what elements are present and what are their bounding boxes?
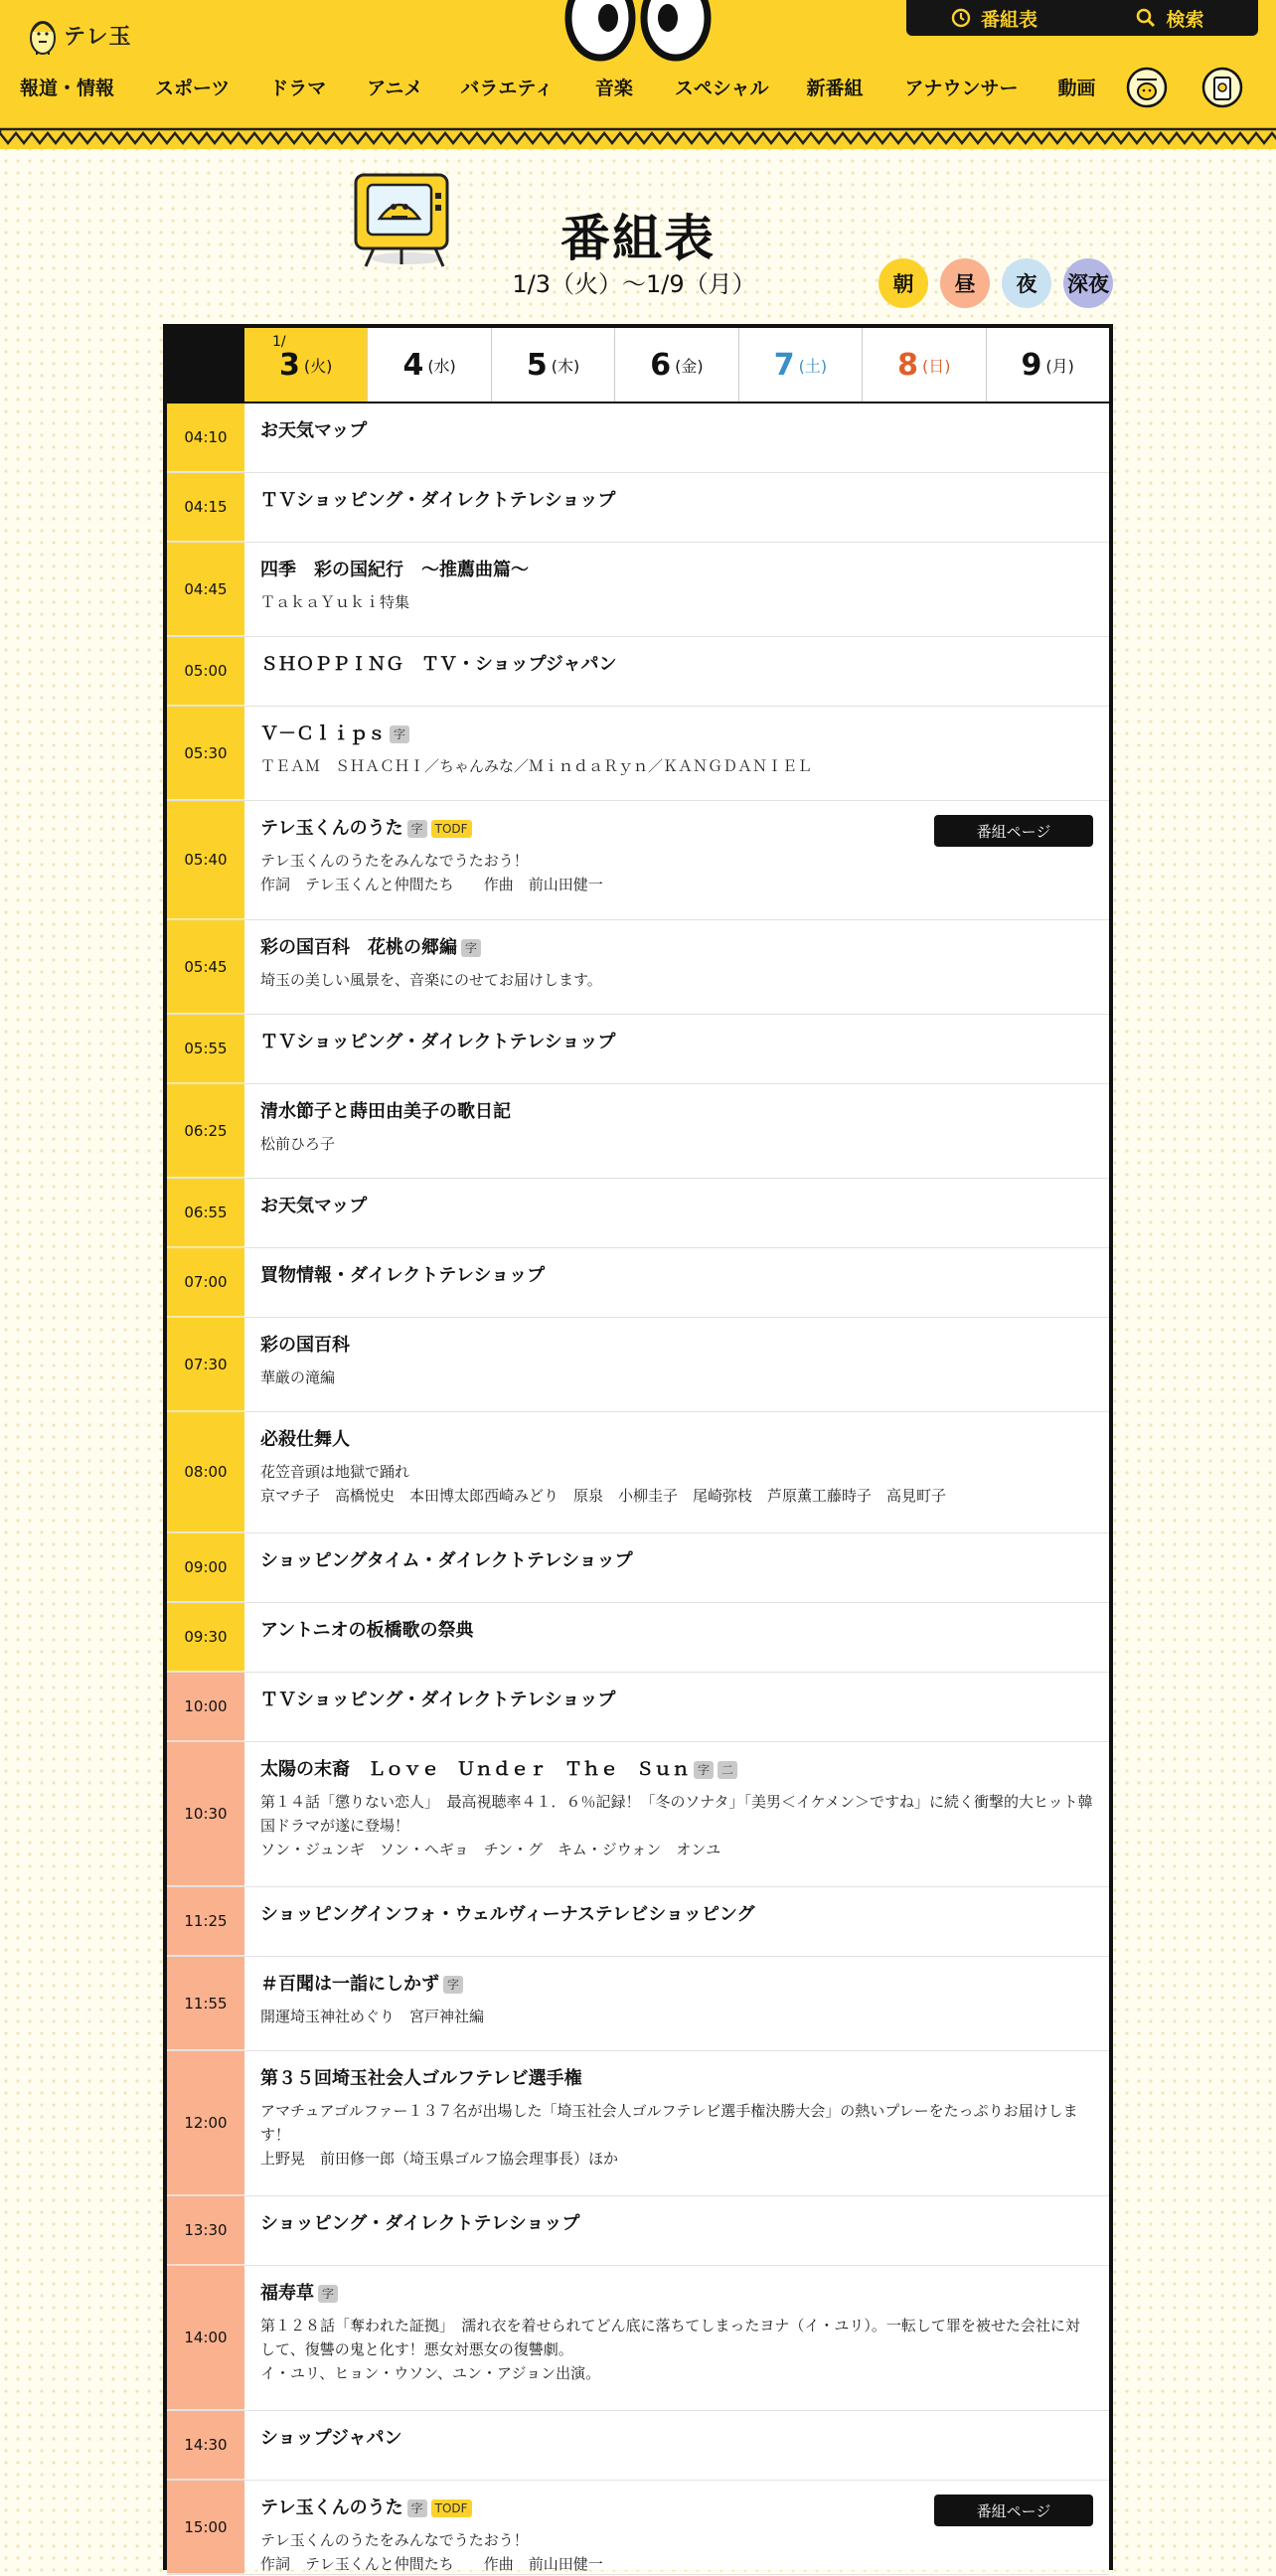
program-title: アントニオの板橋歌の祭典	[260, 1620, 474, 1641]
program-description	[260, 590, 1093, 614]
program-list	[167, 403, 1109, 2575]
program-cell[interactable]	[244, 543, 1109, 636]
grid-corner	[167, 328, 244, 402]
program-title: お天気マップ	[260, 1196, 368, 1216]
program-cell[interactable]	[244, 1412, 1109, 1532]
program-description-line: 埼玉の美しい風景を、音楽にのせてお届けします。	[260, 971, 602, 989]
program-cell[interactable]	[244, 1742, 1109, 1886]
program-title: 四季 彩の国紀行 ～推薦曲篇～	[260, 560, 529, 580]
program-title: ＃百聞は一詣にしかず	[260, 1974, 439, 1995]
program-title: ショップジャパン	[260, 2428, 402, 2449]
program-cell[interactable]	[244, 1179, 1109, 1247]
program-cell[interactable]	[244, 1248, 1109, 1317]
nav-videos[interactable]: 動画	[1057, 78, 1096, 99]
program-description-line: ＴＥＡＭ ＳＨＡＣＨＩ／ちゃんみな／ＭｉｎｄａＲｙｎ／ＫＡＮＧＤＡＮＩＥＬ	[260, 757, 813, 775]
program-row[interactable]	[167, 2411, 1109, 2481]
program-row[interactable]	[167, 2196, 1109, 2266]
nav-sports[interactable]: スポーツ	[155, 78, 231, 99]
program-title-line	[260, 417, 1093, 445]
program-title: 福寿草	[260, 2283, 314, 2304]
caption-badge: 字	[443, 1976, 463, 1994]
tod-morning-button[interactable]: 朝	[878, 258, 928, 308]
nav-new-programs[interactable]: 新番組	[806, 78, 864, 99]
program-title-line	[260, 557, 1093, 584]
program-title: 太陽の末裔 Ｌｏｖｅ Ｕｎｄｅｒ Ｔｈｅ Ｓｕｎ	[260, 1759, 690, 1780]
program-title: 買物情報・ダイレクトテレショップ	[260, 1265, 546, 1286]
day-weekday: (月)	[1045, 356, 1074, 376]
program-cell[interactable]	[244, 2481, 1109, 2574]
program-row[interactable]	[167, 1248, 1109, 1318]
program-time: 11:25	[167, 1887, 244, 1956]
program-cell[interactable]	[244, 1887, 1109, 1956]
todf-badge: TODF	[431, 2499, 472, 2517]
schedule-link[interactable]	[906, 0, 1082, 36]
program-row[interactable]	[167, 1742, 1109, 1887]
program-title: ＴＶショッピング・ダイレクトテレショップ	[260, 1690, 616, 1710]
program-time: 04:15	[167, 473, 244, 542]
program-row[interactable]	[167, 1015, 1109, 1084]
mascot-logo-icon	[28, 14, 58, 56]
logo-text: テレ玉	[64, 24, 132, 50]
program-time: 11:55	[167, 1957, 244, 2050]
program-row[interactable]	[167, 1603, 1109, 1673]
program-description-line: 作詞 テレ玉くんと仲間たち 作曲 前山田健一	[260, 2555, 603, 2573]
header-zigzag-edge	[0, 129, 1276, 149]
program-description-line: ソン・ジュンギ ソン・ヘギョ チン・グ キム・ジウォン オンユ	[260, 1841, 721, 1858]
day-number: 7	[773, 347, 795, 383]
page-title: 番組表	[560, 210, 716, 267]
program-time: 10:30	[167, 1742, 244, 1886]
day-number: 4	[402, 347, 424, 383]
program-row[interactable]	[167, 2051, 1109, 2196]
program-title-line	[260, 1262, 1093, 1290]
program-title: 彩の国百科 花桃の郷編	[260, 937, 457, 958]
program-description	[260, 2005, 1093, 2028]
program-title-line	[260, 1332, 1093, 1360]
program-title-line	[260, 1029, 1093, 1056]
program-description-line: 華厳の滝編	[260, 1368, 336, 1386]
day-tab-6[interactable]	[614, 328, 737, 402]
nav-music[interactable]: 音楽	[594, 78, 633, 99]
program-description-line: 上野晃 前田修一郎（埼玉県ゴルフ協会理事長）ほか	[260, 2150, 619, 2168]
program-title: ショッピングインフォ・ウェルヴィーナステレビショッピング	[260, 1904, 755, 1925]
program-row[interactable]	[167, 1318, 1109, 1412]
program-title: Ｖ－Ｃｌｉｐｓ	[260, 724, 386, 744]
program-cell[interactable]	[244, 1673, 1109, 1741]
program-cell[interactable]	[244, 403, 1109, 472]
day-weekday: (土)	[798, 356, 828, 376]
program-row[interactable]	[167, 1673, 1109, 1742]
program-time: 04:10	[167, 403, 244, 472]
day-number: 3	[279, 347, 300, 383]
program-title: 第３５回埼玉社会人ゴルフテレビ選手権	[260, 2068, 582, 2089]
program-row[interactable]	[167, 1533, 1109, 1603]
program-title-line	[260, 487, 1093, 515]
program-cell[interactable]	[244, 920, 1109, 1014]
program-title: お天気マップ	[260, 420, 368, 441]
program-title: 彩の国百科	[260, 1335, 350, 1356]
program-grid	[163, 324, 1113, 2573]
program-row[interactable]	[167, 2481, 1109, 2575]
program-time: 09:30	[167, 1603, 244, 1672]
program-title-line	[260, 2065, 1093, 2093]
program-description-line: テレ玉くんのうたをみんなでうたおう！	[260, 2531, 529, 2549]
program-description	[260, 968, 1093, 992]
caption-badge: 二	[718, 1761, 737, 1779]
site-header	[0, 0, 1276, 149]
nav-anime[interactable]: アニメ	[367, 78, 423, 99]
tod-late-night-button[interactable]: 深夜	[1063, 258, 1113, 308]
program-title: ＴＶショッピング・ダイレクトテレショップ	[260, 1032, 616, 1052]
day-month: 1/	[272, 334, 286, 350]
day-weekday: (木)	[551, 356, 580, 376]
search-icon	[1136, 8, 1156, 28]
program-description	[260, 1460, 1093, 1508]
caption-badge: 字	[407, 820, 427, 838]
day-number: 8	[897, 347, 918, 383]
day-tab-8[interactable]	[862, 328, 985, 402]
program-description	[260, 1790, 1093, 1861]
program-time: 14:30	[167, 2411, 244, 2480]
program-title-line	[260, 721, 1093, 748]
program-title-line	[260, 934, 1093, 962]
program-row[interactable]	[167, 543, 1109, 637]
program-row[interactable]	[167, 920, 1109, 1015]
day-number: 5	[526, 347, 548, 383]
program-cell[interactable]	[244, 1533, 1109, 1602]
program-row[interactable]	[167, 801, 1109, 920]
day-number: 6	[650, 347, 672, 383]
caption-badge: 字	[407, 2499, 427, 2517]
data-broadcast-icon[interactable]	[1200, 66, 1244, 109]
day-tab-3[interactable]	[244, 328, 367, 402]
nav-special[interactable]: スペシャル	[674, 78, 769, 99]
nav-announcers[interactable]: アナウンサー	[904, 78, 1019, 99]
program-description	[260, 1366, 1093, 1389]
program-title: 清水節子と蒔田由美子の歌日記	[260, 1101, 511, 1122]
program-time: 09:00	[167, 1533, 244, 1602]
day-tab-4[interactable]	[367, 328, 490, 402]
caption-badge: 字	[461, 939, 481, 957]
program-title: ＴＶショッピング・ダイレクトテレショップ	[260, 490, 616, 511]
program-cell[interactable]	[244, 1957, 1109, 2050]
program-description	[260, 1132, 1093, 1156]
day-weekday: (金)	[675, 356, 704, 376]
day-tab-5[interactable]	[491, 328, 614, 402]
program-cell[interactable]	[244, 473, 1109, 542]
program-cell[interactable]	[244, 2051, 1109, 2195]
program-description	[260, 849, 1093, 896]
program-description-line: テレ玉くんのうたをみんなでうたおう！	[260, 852, 529, 870]
program-time: 14:00	[167, 2266, 244, 2410]
program-description	[260, 2528, 1093, 2576]
program-title-line	[260, 1193, 1093, 1220]
program-time: 10:00	[167, 1673, 244, 1741]
nav-news[interactable]: 報道・情報	[20, 78, 115, 99]
program-row[interactable]	[167, 1412, 1109, 1533]
program-title-line	[260, 1971, 1093, 1999]
program-description-line: ＴａｋａＹｕｋｉ特集	[260, 593, 410, 611]
program-cell[interactable]	[244, 2196, 1109, 2265]
program-row[interactable]	[167, 2266, 1109, 2411]
program-page-button[interactable]: 番組ページ	[934, 2495, 1093, 2526]
tod-noon-button[interactable]: 昼	[940, 258, 990, 308]
program-row[interactable]	[167, 1887, 1109, 1957]
program-title: テレ玉くんのうた	[260, 818, 403, 839]
program-cell[interactable]	[244, 2411, 1109, 2480]
program-title-line	[260, 1756, 1093, 1784]
program-title-line	[260, 1617, 1093, 1645]
program-description-line: イ・ユリ、ヒョン・ウソン、ユン・アジョン出演。	[260, 2364, 601, 2382]
program-title: テレ玉くんのうた	[260, 2497, 403, 2518]
site-logo[interactable]	[28, 14, 132, 56]
caption-badge: 字	[694, 1761, 714, 1779]
program-time: 05:45	[167, 920, 244, 1014]
program-time: 08:00	[167, 1412, 244, 1532]
program-title-line	[260, 1687, 1093, 1714]
program-time: 15:00	[167, 2481, 244, 2574]
program-row[interactable]	[167, 707, 1109, 801]
program-title-line	[260, 1426, 1093, 1454]
program-time: 05:40	[167, 801, 244, 919]
program-description	[260, 754, 1093, 778]
day-number: 9	[1021, 347, 1042, 383]
program-title-line	[260, 2280, 1093, 2308]
program-title: 必殺仕舞人	[260, 1429, 350, 1450]
clock-icon	[951, 8, 971, 28]
program-row[interactable]	[167, 637, 1109, 707]
program-description-line: 第１２８話「奪われた証拠」 濡れ衣を着せられてどん底に落ちてしまったヨナ（イ・ユリ）。一転して罪を被せた会社に対して、復讐の鬼と化す！悪女対悪女の復讐劇。	[260, 2317, 1080, 2358]
program-description-line: 開運埼玉神社めぐり 宮戸神社編	[260, 2008, 485, 2025]
nav-drama[interactable]: ドラマ	[269, 78, 327, 99]
program-title-line	[260, 1547, 1093, 1575]
program-description-line: 花笠音頭は地獄で踊れ	[260, 1463, 410, 1481]
program-row[interactable]	[167, 403, 1109, 473]
program-time: 12:00	[167, 2051, 244, 2195]
program-title-line	[260, 651, 1093, 679]
program-row[interactable]	[167, 1084, 1109, 1179]
utility-bar	[906, 0, 1258, 36]
day-weekday: (日)	[922, 356, 951, 376]
program-description-line: 第１４話「懲りない恋人」 最高視聴率４１．６％記録！「冬のソナタ」「美男＜イケメン＞ですね」に続く衝撃的大ヒット韓国ドラマが遂に登場！	[260, 1793, 1093, 1835]
day-tab-7[interactable]	[738, 328, 862, 402]
program-description-line: 作詞 テレ玉くんと仲間たち 作曲 前山田健一	[260, 876, 603, 893]
program-title: ショッピングタイム・ダイレクトテレショップ	[260, 1550, 633, 1571]
program-cell[interactable]	[244, 637, 1109, 706]
caption-badge: 字	[318, 2285, 338, 2303]
program-time: 05:30	[167, 707, 244, 800]
date-range: 1/3（火）〜1/9（月）	[512, 270, 756, 298]
program-cell[interactable]	[244, 1015, 1109, 1083]
program-row[interactable]	[167, 1179, 1109, 1248]
program-cell[interactable]	[244, 2266, 1109, 2410]
program-cell[interactable]	[244, 1603, 1109, 1672]
program-cell[interactable]	[244, 801, 1109, 919]
schedule-link-label: 番組表	[980, 8, 1037, 31]
tod-night-button[interactable]: 夜	[1002, 258, 1051, 308]
nav-variety[interactable]: バラエティ	[460, 78, 554, 99]
program-description	[260, 2099, 1093, 2171]
program-description-line: 京マチ子 高橋悦史 本田博太郎西崎みどり 原泉 小柳圭子 尾崎弥枝 芦原薫工藤時子 高見町子	[260, 1487, 947, 1505]
program-description-line: アマチュアゴルファー１３７名が出場した「埼玉社会人ゴルフテレビ選手権決勝大会」の熱いプレーをたっぷりお届けします！	[260, 2102, 1078, 2144]
program-cell[interactable]	[244, 707, 1109, 800]
program-title-line	[260, 2210, 1093, 2238]
program-time: 13:30	[167, 2196, 244, 2265]
program-cell[interactable]	[244, 1318, 1109, 1411]
caption-badge: 字	[390, 725, 409, 743]
program-title-line	[260, 1901, 1093, 1929]
todf-badge: TODF	[431, 820, 472, 838]
search-link[interactable]	[1082, 0, 1258, 36]
program-row[interactable]	[167, 1957, 1109, 2051]
program-time: 07:30	[167, 1318, 244, 1411]
program-time: 05:00	[167, 637, 244, 706]
day-weekday: (水)	[427, 356, 456, 376]
mascot-app-icon[interactable]	[1125, 66, 1169, 109]
program-title-line	[260, 1098, 1093, 1126]
day-header	[167, 328, 1109, 403]
program-title: ショッピング・ダイレクトテレショップ	[260, 2213, 580, 2234]
program-row[interactable]	[167, 473, 1109, 543]
day-weekday: (火)	[303, 356, 333, 376]
day-tab-9[interactable]	[986, 328, 1109, 402]
program-page-button[interactable]: 番組ページ	[934, 815, 1093, 847]
program-time: 05:55	[167, 1015, 244, 1083]
program-cell[interactable]	[244, 1084, 1109, 1178]
search-link-label: 検索	[1166, 8, 1204, 31]
program-time: 04:45	[167, 543, 244, 636]
mascot-eyes-icon	[564, 0, 712, 64]
program-time: 07:00	[167, 1248, 244, 1317]
program-description	[260, 2314, 1093, 2385]
program-time: 06:55	[167, 1179, 244, 1247]
main-nav	[20, 74, 1096, 100]
program-title-line	[260, 2425, 1093, 2453]
program-description-line: 松前ひろ子	[260, 1135, 336, 1153]
program-title: ＳＨＯＰＰＩＮＧ ＴＶ・ショップジャパン	[260, 654, 617, 675]
program-time: 06:25	[167, 1084, 244, 1178]
